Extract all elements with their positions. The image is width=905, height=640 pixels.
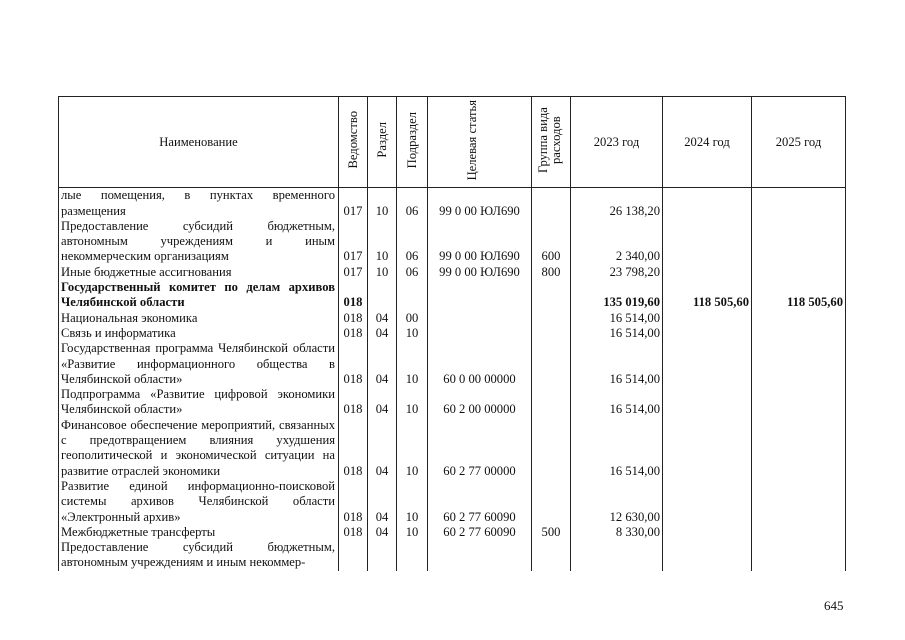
table-row — [59, 188, 846, 219]
header-name: Наименование — [59, 97, 339, 188]
cell-celevaya-statya — [428, 326, 532, 341]
cell-name: Развитие единой информационно-поисковой системы архивов Челябинской области «Электронный архив» — [59, 479, 339, 525]
table-row — [59, 341, 846, 387]
cell-name: Иные бюджетные ассигнования — [59, 265, 339, 280]
cell-2025: 118 505,60 — [752, 280, 846, 311]
cell-vedomstvo: 018 — [339, 387, 368, 418]
table-row — [59, 525, 846, 540]
table-row — [59, 479, 846, 525]
cell-gruppa — [532, 540, 571, 571]
cell-vedomstvo: 018 — [339, 525, 368, 540]
cell-razdel: 04 — [368, 311, 397, 326]
cell-2024 — [663, 479, 752, 525]
cell-razdel — [368, 280, 397, 311]
cell-2023: 16 514,00 — [571, 387, 663, 418]
cell-celevaya-statya: 60 0 00 00000 — [428, 341, 532, 387]
cell-vedomstvo: 018 — [339, 479, 368, 525]
cell-name: Связь и информатика — [59, 326, 339, 341]
cell-vedomstvo: 017 — [339, 265, 368, 280]
table-row — [59, 387, 846, 418]
cell-razdel: 04 — [368, 326, 397, 341]
table-row — [59, 311, 846, 326]
cell-name: лые помещения, в пунктах временного размещения — [59, 188, 339, 219]
cell-2024 — [663, 265, 752, 280]
cell-2023: 12 630,00 — [571, 479, 663, 525]
cell-celevaya-statya: 99 0 00 ЮЛ690 — [428, 219, 532, 265]
cell-2024 — [663, 326, 752, 341]
header-vedomstvo: Ведомство — [339, 97, 368, 188]
cell-razdel — [368, 540, 397, 571]
header-2023: 2023 год — [571, 97, 663, 188]
cell-razdel: 04 — [368, 525, 397, 540]
cell-gruppa — [532, 280, 571, 311]
cell-gruppa: 600 — [532, 219, 571, 265]
cell-2024 — [663, 387, 752, 418]
cell-2025 — [752, 219, 846, 265]
cell-vedomstvo: 018 — [339, 341, 368, 387]
cell-vedomstvo: 018 — [339, 326, 368, 341]
cell-2025 — [752, 540, 846, 571]
cell-razdel: 04 — [368, 387, 397, 418]
cell-2025 — [752, 311, 846, 326]
cell-2024 — [663, 188, 752, 219]
table-row — [59, 418, 846, 479]
cell-2024 — [663, 219, 752, 265]
cell-vedomstvo: 018 — [339, 311, 368, 326]
cell-name: Подпрограмма «Развитие цифровой экономики Челябинской области» — [59, 387, 339, 418]
cell-2023: 16 514,00 — [571, 418, 663, 479]
table-row — [59, 219, 846, 265]
cell-name: Государственный комитет по делам архивов Челябинской области — [59, 280, 339, 311]
table-row — [59, 326, 846, 341]
cell-name: Национальная экономика — [59, 311, 339, 326]
cell-podrazdel: 10 — [397, 479, 428, 525]
cell-celevaya-statya: 99 0 00 ЮЛ690 — [428, 188, 532, 219]
cell-vedomstvo: 017 — [339, 219, 368, 265]
cell-2025 — [752, 387, 846, 418]
cell-gruppa — [532, 188, 571, 219]
cell-2024 — [663, 540, 752, 571]
cell-vedomstvo: 018 — [339, 280, 368, 311]
cell-podrazdel: 10 — [397, 387, 428, 418]
cell-razdel: 04 — [368, 341, 397, 387]
header-gruppa-vida-rashodov: Группа вида расходов — [532, 97, 571, 188]
cell-gruppa: 800 — [532, 265, 571, 280]
cell-2023: 16 514,00 — [571, 341, 663, 387]
cell-podrazdel — [397, 280, 428, 311]
header-razdel: Раздел — [368, 97, 397, 188]
header-podrazdel: Подраздел — [397, 97, 428, 188]
table-row — [59, 280, 846, 311]
table-row — [59, 540, 846, 571]
cell-razdel: 04 — [368, 479, 397, 525]
table-header-row — [59, 97, 846, 188]
cell-podrazdel: 10 — [397, 341, 428, 387]
cell-podrazdel: 06 — [397, 188, 428, 219]
cell-2024 — [663, 341, 752, 387]
cell-2025 — [752, 341, 846, 387]
cell-2025 — [752, 265, 846, 280]
cell-celevaya-statya: 60 2 77 60090 — [428, 479, 532, 525]
cell-celevaya-statya: 60 2 00 00000 — [428, 387, 532, 418]
cell-2023: 2 340,00 — [571, 219, 663, 265]
cell-2025 — [752, 188, 846, 219]
cell-2025 — [752, 418, 846, 479]
cell-2024 — [663, 311, 752, 326]
cell-gruppa — [532, 418, 571, 479]
cell-razdel: 10 — [368, 188, 397, 219]
cell-gruppa — [532, 311, 571, 326]
cell-podrazdel: 00 — [397, 311, 428, 326]
cell-2025 — [752, 479, 846, 525]
cell-podrazdel: 06 — [397, 265, 428, 280]
cell-gruppa — [532, 387, 571, 418]
cell-2023: 16 514,00 — [571, 326, 663, 341]
cell-razdel: 10 — [368, 219, 397, 265]
cell-podrazdel: 06 — [397, 219, 428, 265]
cell-2025 — [752, 525, 846, 540]
cell-name: Предоставление субсидий бюджетным, автономным учреждениям и иным некоммер- — [59, 540, 339, 571]
header-celevaya-statya: Целевая статья — [428, 97, 532, 188]
cell-celevaya-statya — [428, 311, 532, 326]
cell-razdel: 10 — [368, 265, 397, 280]
cell-vedomstvo: 018 — [339, 418, 368, 479]
cell-2023: 23 798,20 — [571, 265, 663, 280]
cell-name: Межбюджетные трансферты — [59, 525, 339, 540]
cell-2023: 26 138,20 — [571, 188, 663, 219]
cell-name: Государственная программа Челябинской области «Развитие информационного общества в Челябинской области» — [59, 341, 339, 387]
cell-vedomstvo — [339, 540, 368, 571]
cell-2023: 8 330,00 — [571, 525, 663, 540]
cell-razdel: 04 — [368, 418, 397, 479]
cell-2025 — [752, 326, 846, 341]
table-row — [59, 265, 846, 280]
cell-2024 — [663, 525, 752, 540]
cell-podrazdel — [397, 540, 428, 571]
cell-name: Предоставление субсидий бюджетным, автономным учреждениям и иным некоммерческим организациям — [59, 219, 339, 265]
cell-2024: 118 505,60 — [663, 280, 752, 311]
cell-celevaya-statya: 60 2 77 60090 — [428, 525, 532, 540]
budget-table — [58, 96, 846, 571]
cell-podrazdel: 10 — [397, 418, 428, 479]
cell-2023 — [571, 540, 663, 571]
page-number: 645 — [824, 598, 844, 613]
cell-celevaya-statya: 99 0 00 ЮЛ690 — [428, 265, 532, 280]
cell-celevaya-statya — [428, 280, 532, 311]
cell-gruppa — [532, 341, 571, 387]
cell-2023: 135 019,60 — [571, 280, 663, 311]
cell-2024 — [663, 418, 752, 479]
cell-podrazdel: 10 — [397, 525, 428, 540]
cell-vedomstvo: 017 — [339, 188, 368, 219]
cell-celevaya-statya: 60 2 77 00000 — [428, 418, 532, 479]
header-2024: 2024 год — [663, 97, 752, 188]
cell-gruppa — [532, 479, 571, 525]
cell-name: Финансовое обеспечение мероприятий, связанных с предотвращением влияния ухудшения геополитической и экономической ситуации на развитие отраслей экономики — [59, 418, 339, 479]
cell-2023: 16 514,00 — [571, 311, 663, 326]
table-body — [59, 188, 846, 571]
cell-gruppa — [532, 326, 571, 341]
cell-celevaya-statya — [428, 540, 532, 571]
header-2025: 2025 год — [752, 97, 846, 188]
cell-gruppa: 500 — [532, 525, 571, 540]
cell-podrazdel: 10 — [397, 326, 428, 341]
